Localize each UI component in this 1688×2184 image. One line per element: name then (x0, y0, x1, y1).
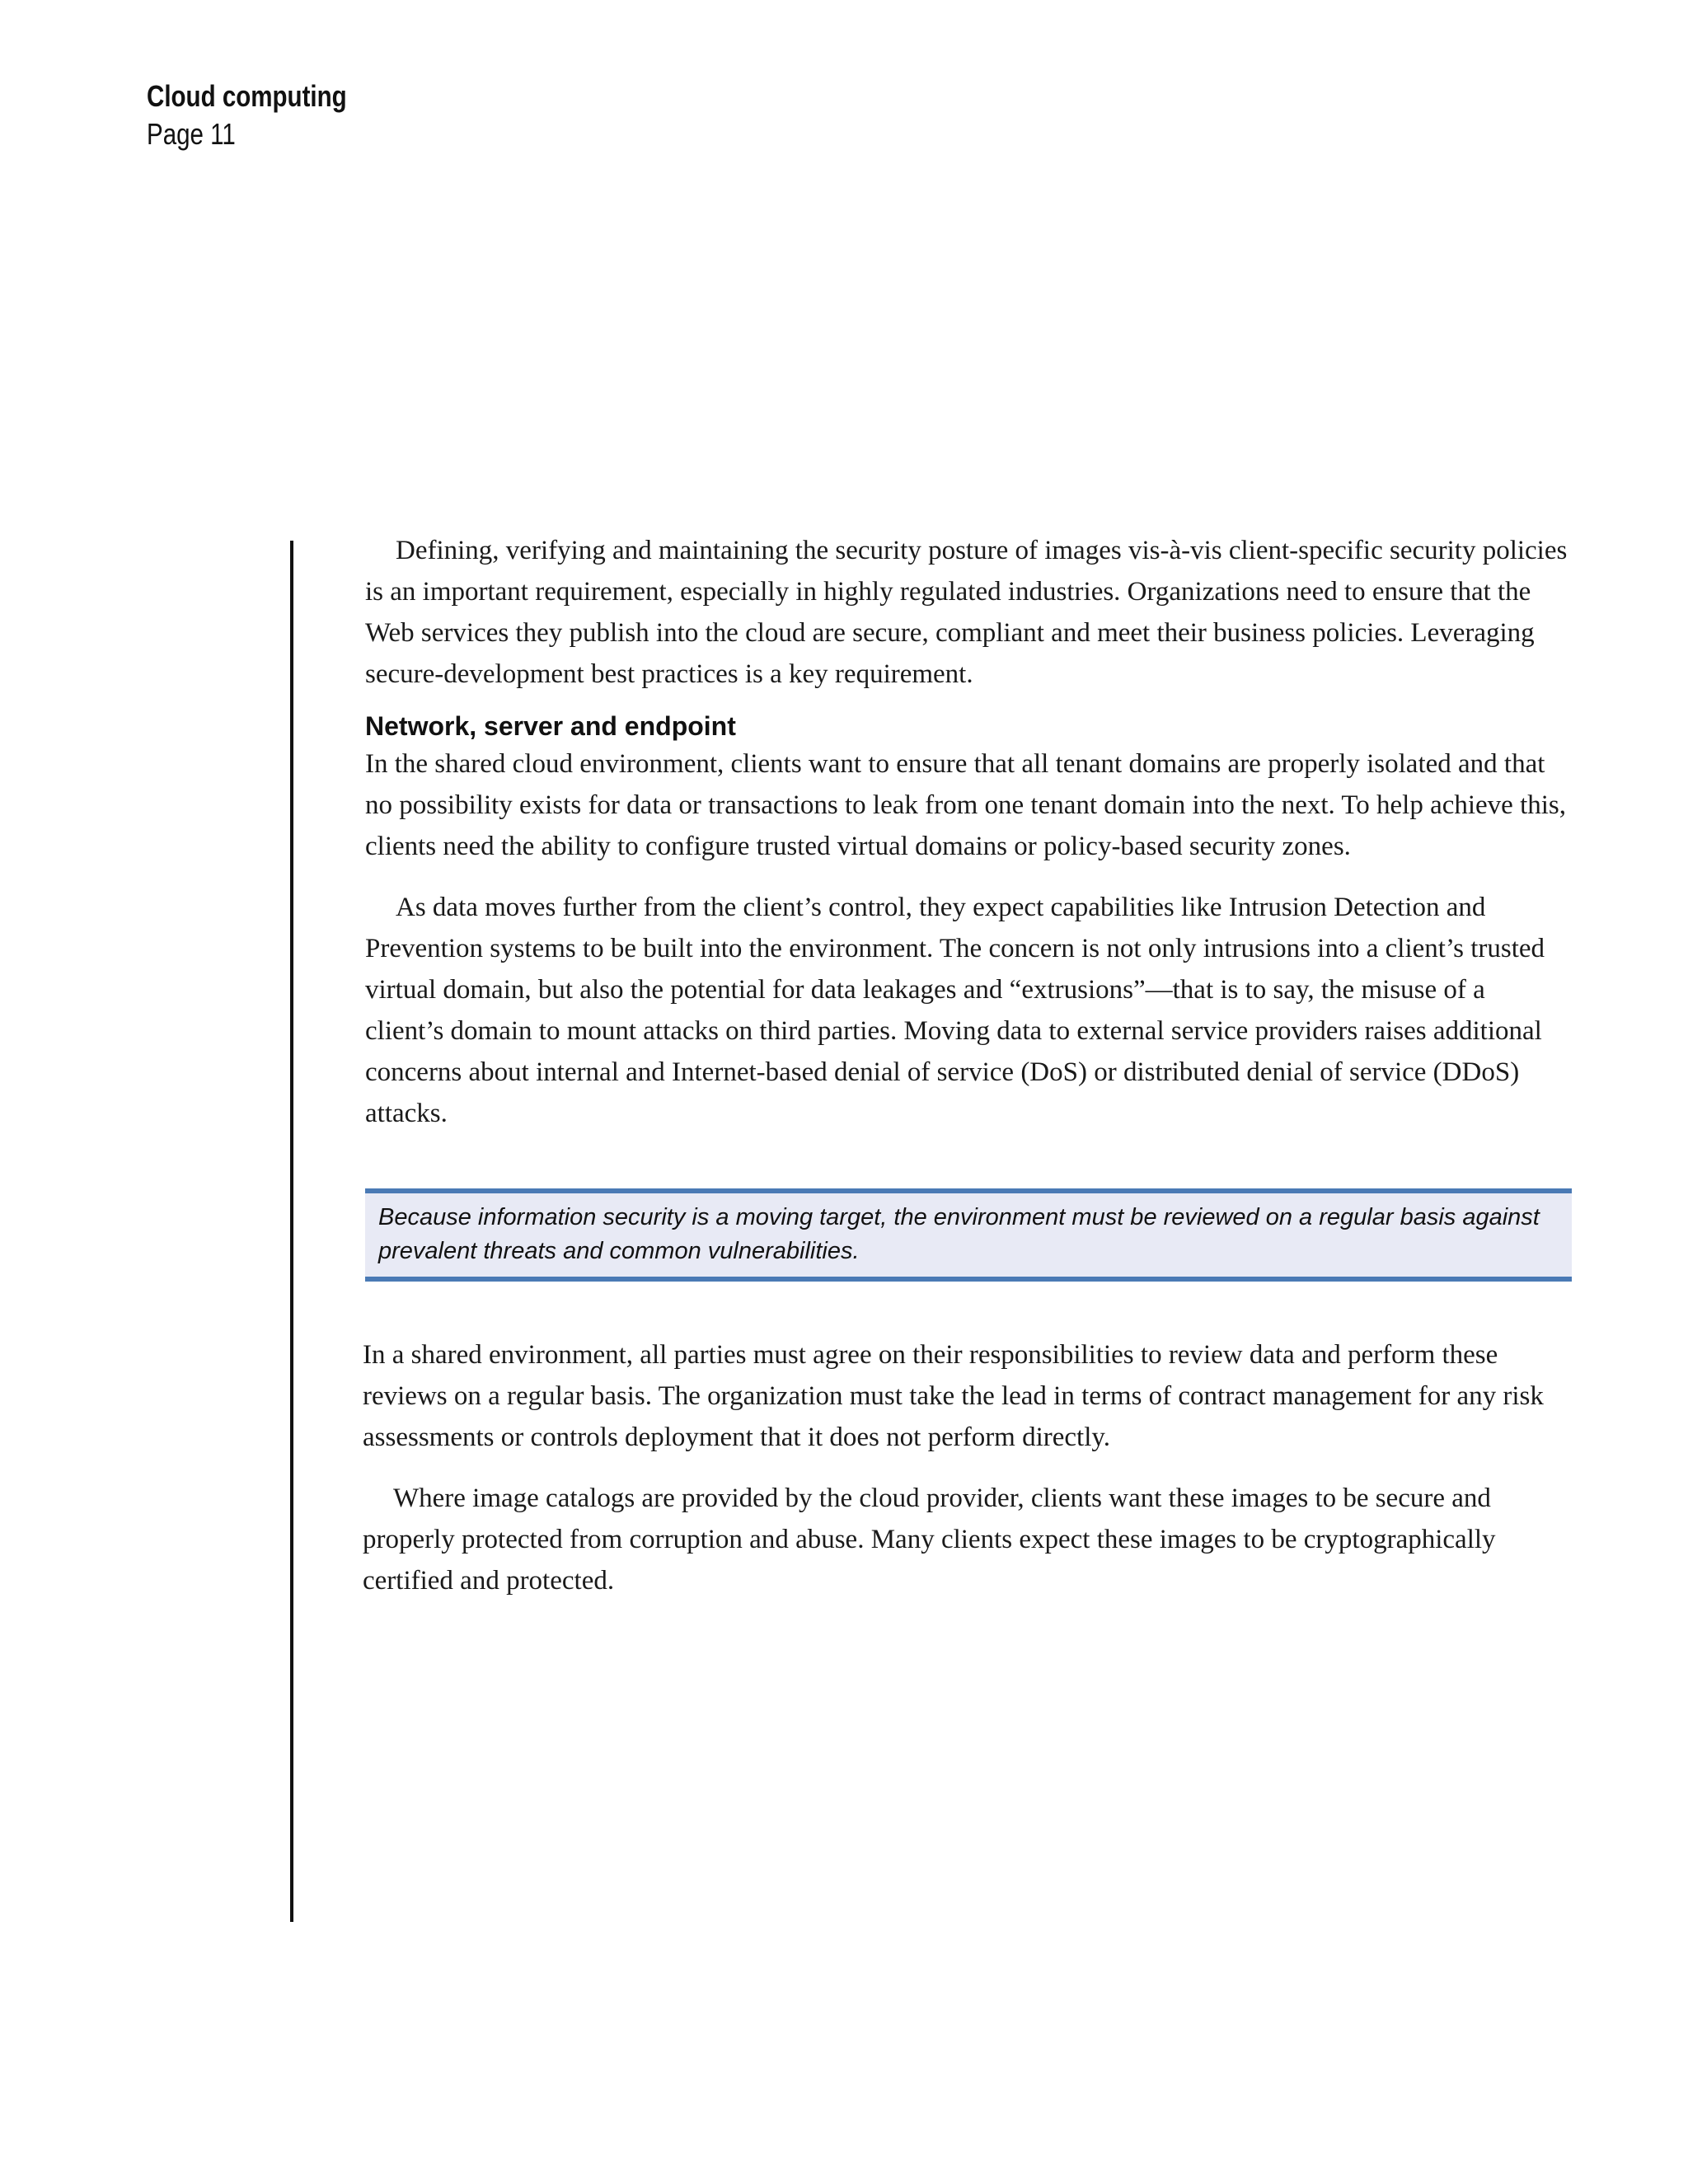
page-number: Page 11 (147, 117, 236, 151)
margin-rule (290, 541, 293, 1922)
paragraph-intrusion-detection: As data moves further from the client’s control, they expect capabilities like Intrusion Detection and Prevention systems to be built into the environment. The concern is not only intrusions into a client’s trusted virtual domain, but also the potential for data leakages and “extrusions”—that is to say, the misuse of a client’s domain to mount attacks on third parties. Moving data to external service providers raises additional concerns about internal and Internet-based denial of service (DoS) or distributed denial of service (DDoS) attacks. (365, 893, 1545, 1128)
pull-quote-callout: Because information security is a moving target, the environment must be reviewed on a regular basis against prevalent threats and common vulnerabilities. (365, 1188, 1572, 1282)
running-header (147, 77, 391, 153)
paragraph-shared-responsibilities: In a shared environment, all parties must agree on their responsibilities to review data and perform these reviews on a regular basis. The organization must take the lead in terms of contract management for any risk assessments or controls deployment that it does not perform directly. (363, 1340, 1544, 1452)
paragraph-image-catalogs: Where image catalogs are provided by the cloud provider, clients want these images to be secure and properly protected from corruption and abuse. Many clients expect these images to be cryptographically certified and protected. (363, 1483, 1496, 1596)
post-callout-section (363, 1334, 1570, 1601)
paragraph-tenant-isolation: In the shared cloud environment, clients want to ensure that all tenant domains are properly isolated and that no possibility exists for data or transactions to leak from one tenant domain into the next. To help achieve this, clients need the ability to configure trusted virtual domains or policy-based security zones. (365, 749, 1567, 861)
section-heading-network: Network, server and endpoint (365, 711, 736, 741)
paragraph-image-security: Defining, verifying and maintaining the security posture of images vis-à-vis client-specific security policies is an important requirement, especially in highly regulated industries. Organizations need to ensure that the Web services they publish into the cloud are secure, compliant and meet their business policies. Leveraging secure-development best practices is a key requirement. (365, 536, 1568, 689)
document-title: Cloud computing (147, 79, 347, 113)
main-content (365, 530, 1570, 1601)
